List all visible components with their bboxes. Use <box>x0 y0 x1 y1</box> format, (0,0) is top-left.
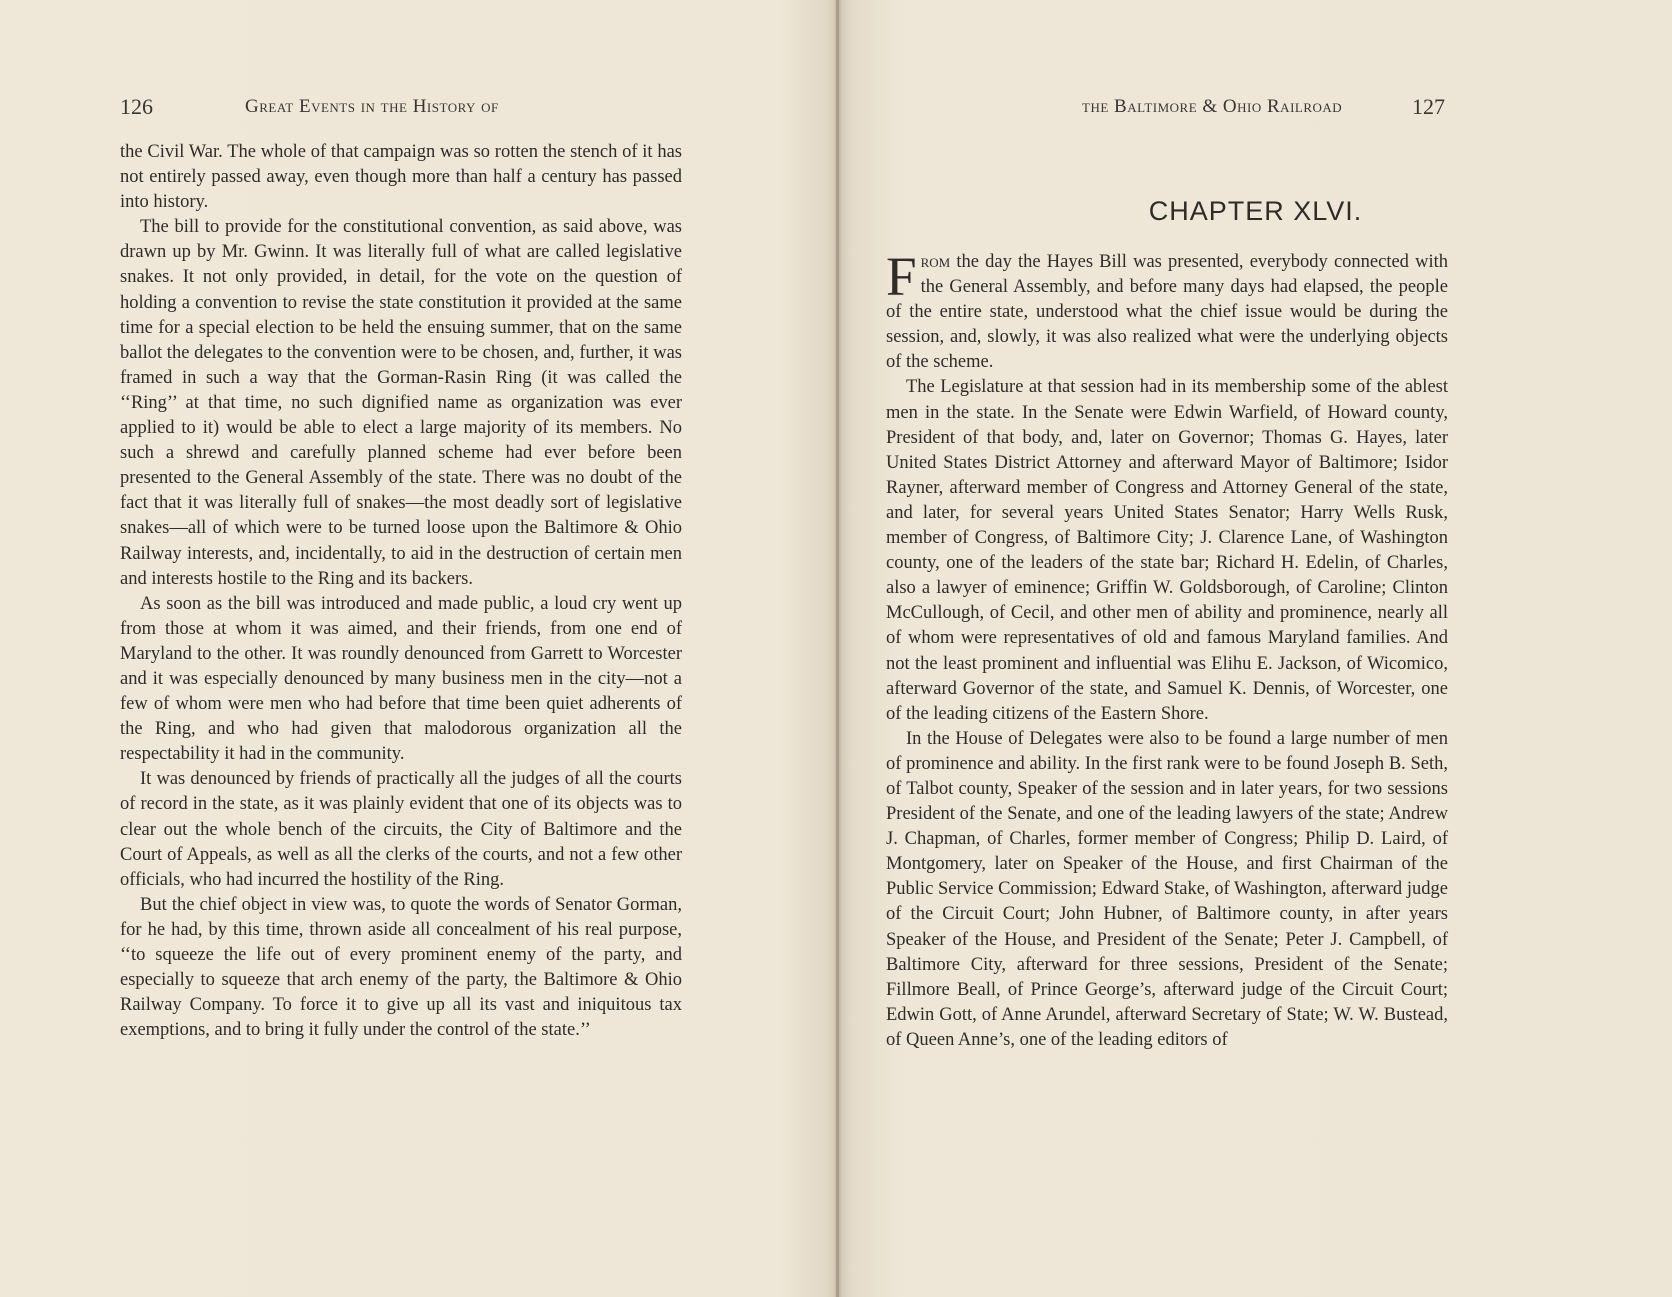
first-paragraph <box>886 246 1448 375</box>
right-folio: 127 <box>1412 94 1445 119</box>
paragraph: the Civil War. The whole of that campaign was so rotten the stench of it has not entirely passed away, even though more than half a century has passed into history. <box>120 142 682 213</box>
right-page <box>839 0 1672 1297</box>
paragraph: As soon as the bill was introduced and made public, a loud cry went up from those at whom it was aimed, and their friends, from one end of Maryland to the other. It was roundly denounced from Garrett to Worcester and it was especially denounced by many business men in the city—not a few of whom were men who had before that time been quiet adherents of the Ring, and who had given that malodorous organization all the respectability it had in the community. <box>120 593 682 765</box>
left-running-head: Great Events in the History of <box>245 96 499 117</box>
paragraph: But the chief object in view was, to quote the words of Senator Gorman, for he had, by this time, thrown aside all concealment of his real purpose, ‘‘to squeeze the life out of every prominent enemy of the party, and especially to squeeze that arch enemy of the party, the Baltimore & Ohio Railway Company. To force it to give up all its vast and iniquitous tax exemptions, and to bring it fully under the control of the state.’’ <box>120 894 682 1041</box>
right-running-head: the Baltimore & Ohio Railroad <box>1082 96 1343 117</box>
paragraph: In the House of Delegates were also to be found a large number of men of prominence and ability. In the first rank were to be found Joseph B. Seth, of Talbot county, Speaker of the session and in later years, for two sessions President of the Senate, and one of the leading lawyers of the state; Andrew J. Chapman, of Charles, former member of Congress; Philip D. Laird, of Montgomery, later on Speaker of the House, and first Chairman of the Public Service Commission; Edward Stake, of Washington, afterward judge of the Circuit Court; John Hubner, of Baltimore county, in after years Speaker of the House, and President of the Senate; Peter J. Campbell, of Baltimore City, afterward for three sessions, President of the Senate; Fillmore Beall, of Prince George’s, afterward judge of the Circuit Court; Edwin Gott, of Anne Arundel, afterward Secretary of State; W. W. Bustead, of Queen Anne’s, one of the leading editors of <box>886 728 1448 1050</box>
chapter-title: CHAPTER XLVI. <box>1148 196 1363 226</box>
right-body-text <box>886 246 1448 1053</box>
drop-cap: F <box>886 246 917 307</box>
paragraph: It was denounced by friends of practically all the judges of all the courts of record in the state, as it was plainly evident that one of its objects was to clear out the whole bench of the circuits, the City of Baltimore and the Court of Appeals, as well as all the clerks of the courts, and not a few other officials, who had incurred the hostility of the Ring. <box>120 769 682 890</box>
paragraph: The Legislature at that session had in its membership some of the ablest men in the state. In the Senate were Edwin Warfield, of Howard county, President of that body, and, later on Governor; Thomas G. Hayes, later United States District Attorney and afterward Mayor of Baltimore; Isidor Rayner, afterward member of Congress and Attorney General of the state, and later, for several years United States Senator; Harry Wells Rusk, member of Congress, of Baltimore City; J. Clarence Lane, of Washington county, one of the leaders of the state bar; Richard H. Edelin, of Charles, also a lawyer of eminence; Griffin W. Goldsborough, of Caroline; Clinton McCullough, of Cecil, and other men of ability and prominence, nearly all of whom were representatives of old and famous Maryland families. And not the least prominent and influential was Elihu E. Jackson, of Wicomico, afterward Governor of the state, and Samuel K. Dennis, of Worcester, one of the leading citizens of the Eastern Shore. <box>886 377 1448 724</box>
left-body-text <box>120 140 682 1043</box>
left-folio: 126 <box>120 94 153 119</box>
first-paragraph-text: the day the Hayes Bill was presented, everybody connected with the General Assembly, and before many days had elapsed, the people of the entire state, understood what the chief issue would be during the session, and, slowly, it was also realized what were the underlying objects of the scheme. <box>886 252 1448 373</box>
paragraph: The bill to provide for the constitutional convention, as said above, was drawn up by Mr. Gwinn. It was literally full of what are called legislative snakes. It not only provided, in detail, for the vote on the question of holding a convention to revise the state constitution it provided at the same time for a special election to be held the ensuing summer, that on the same ballot the delegates to the convention were to be chosen, and, further, it was framed in such a way that the Gorman-Rasin Ring (it was called the ‘‘Ring’’ at that time, no such dignified name as organization was ever applied to it) would be able to elect a large majority of its members. No such a shrewd and carefully planned scheme had ever before been presented to the General Assembly of the state. There was no doubt of the fact that it was literally full of snakes—the most deadly sort of legislative snakes—all of which were to be turned loose upon the Baltimore & Ohio Railway interests, and, incidentally, to aid in the destruction of certain men and interests hostile to the Ring and its backers. <box>120 217 682 589</box>
first-word-rest: rom <box>920 252 951 272</box>
